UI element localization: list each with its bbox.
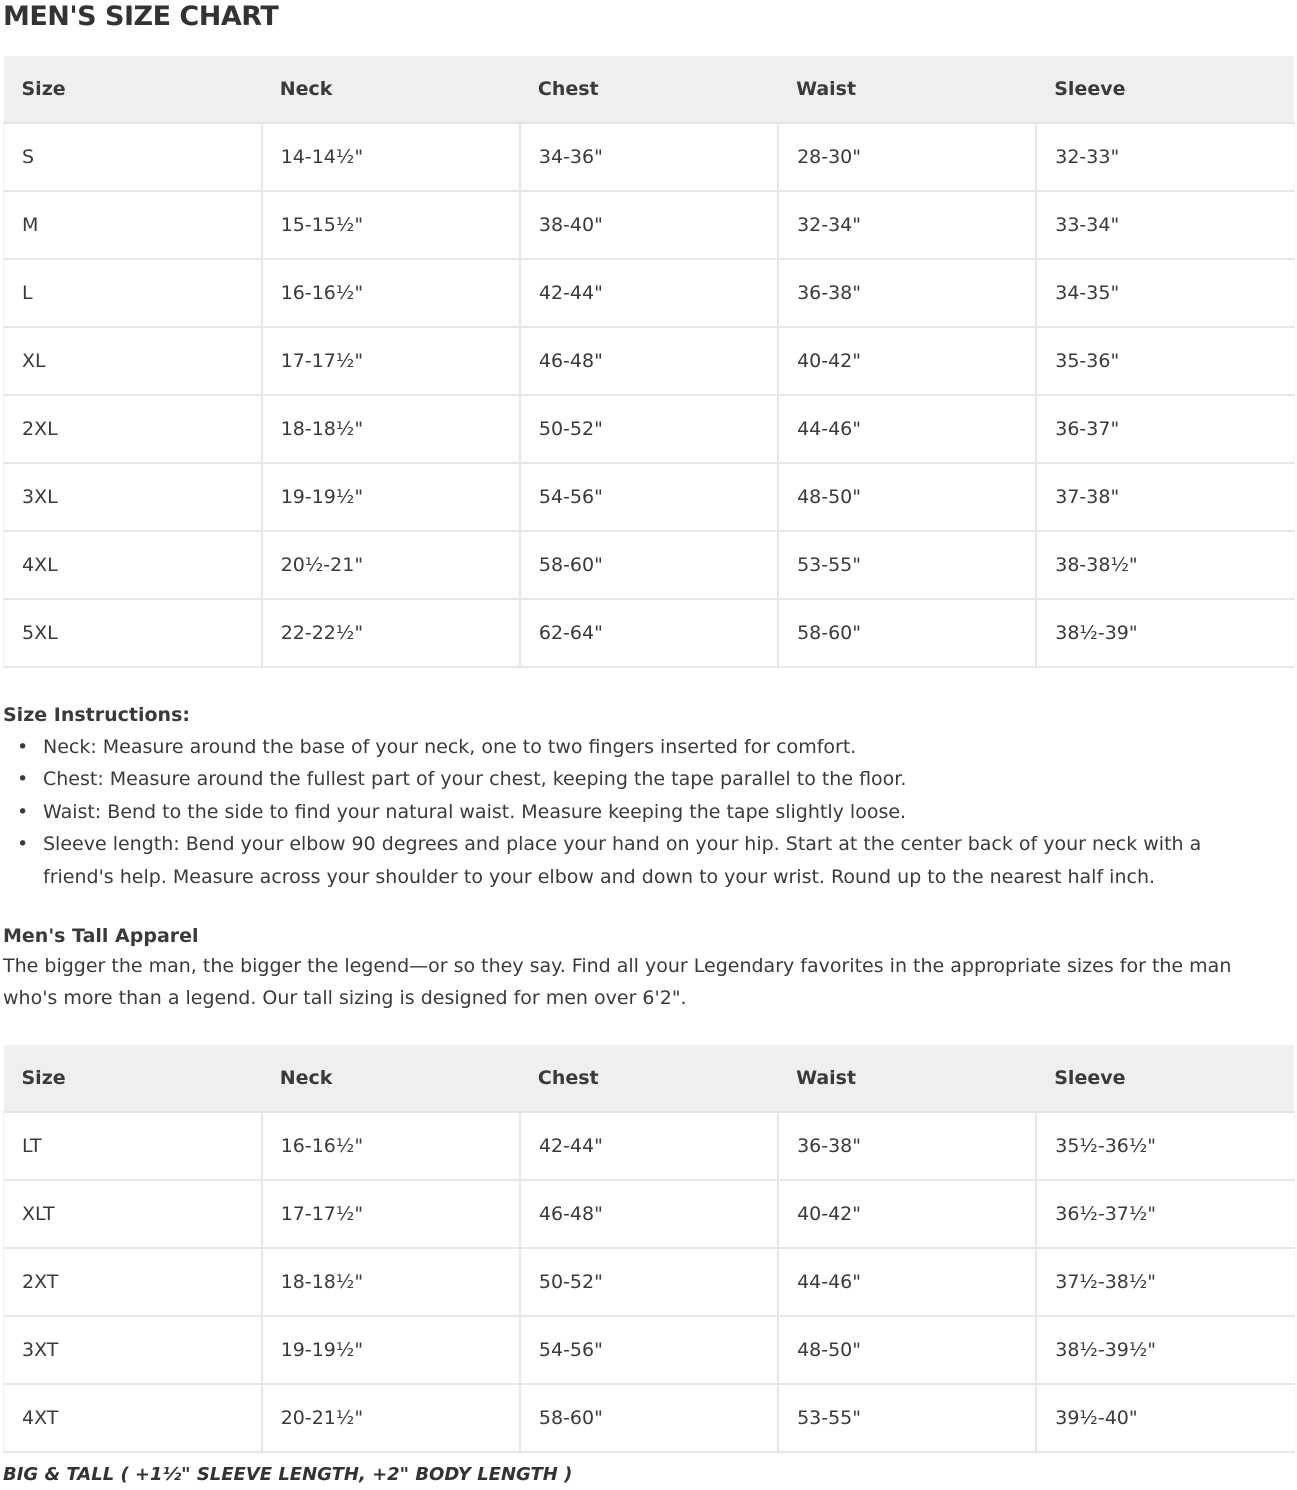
- list-item: [3, 828, 1273, 893]
- cell-size: 5XL: [4, 599, 262, 667]
- cell-sleeve: 38-38½": [1036, 531, 1294, 599]
- cell-size: LT: [4, 1112, 262, 1180]
- cell-size: 4XT: [4, 1384, 262, 1452]
- big-and-tall-note: BIG & TALL ( +1½" SLEEVE LENGTH, +2" BODY LENGTH ): [3, 1464, 573, 1485]
- table-row: [4, 191, 1295, 259]
- table-header-row: [4, 56, 1295, 123]
- header-chest: Chest: [520, 56, 778, 123]
- instruction-sleeve: Sleeve length: Bend your elbow 90 degrees and place your hand on your hip. Start at the center back of your neck with a friend's help. Measure across your shoulder to your elbow and down to your wrist. Round up to the nearest half inch.: [43, 833, 1202, 888]
- header-neck: Neck: [262, 56, 520, 123]
- table-row: [4, 1180, 1295, 1248]
- cell-sleeve: 37½-38½": [1036, 1248, 1294, 1316]
- cell-size: 3XL: [4, 463, 262, 531]
- cell-waist: 40-42": [778, 327, 1036, 395]
- cell-neck: 19-19½": [262, 463, 520, 531]
- cell-neck: 19-19½": [262, 1316, 520, 1384]
- table-row: [4, 599, 1295, 667]
- tall-description: The bigger the man, the bigger the legend—or so they say. Find all your Legendary favorites in the appropriate sizes for the man who's more than a legend. Our tall sizing is designed for men over 6'2".: [3, 955, 1232, 1010]
- cell-sleeve: 35½-36½": [1036, 1112, 1294, 1180]
- cell-chest: 46-48": [520, 327, 778, 395]
- table-row: [4, 1112, 1295, 1180]
- header-waist: Waist: [778, 56, 1036, 123]
- cell-neck: 14-14½": [262, 123, 520, 191]
- cell-neck: 17-17½": [262, 327, 520, 395]
- page-title: MEN'S SIZE CHART: [3, 1, 279, 32]
- cell-waist: 44-46": [778, 395, 1036, 463]
- cell-waist: 32-34": [778, 191, 1036, 259]
- cell-sleeve: 32-33": [1036, 123, 1294, 191]
- cell-size: XLT: [4, 1180, 262, 1248]
- cell-sleeve: 38½-39": [1036, 599, 1294, 667]
- cell-chest: 50-52": [520, 1248, 778, 1316]
- table-row: [4, 395, 1295, 463]
- cell-size: M: [4, 191, 262, 259]
- bullet-icon: •: [17, 833, 29, 856]
- table-row: [4, 531, 1295, 599]
- cell-size: L: [4, 259, 262, 327]
- bullet-icon: •: [17, 736, 29, 758]
- cell-neck: 18-18½": [262, 1248, 520, 1316]
- table-row: [4, 1248, 1295, 1316]
- mens-size-table: [3, 56, 1295, 668]
- instruction-chest: Chest: Measure around the fullest part of your chest, keeping the tape parallel to the floor.: [43, 768, 907, 791]
- cell-neck: 17-17½": [262, 1180, 520, 1248]
- cell-sleeve: 39½-40": [1036, 1384, 1294, 1452]
- instruction-waist: Waist: Bend to the side to find your natural waist. Measure keeping the tape slightly loose.: [43, 800, 907, 823]
- cell-waist: 36-38": [778, 1112, 1036, 1180]
- cell-chest: 42-44": [520, 1112, 778, 1180]
- bullet-icon: •: [17, 800, 29, 823]
- cell-waist: 48-50": [778, 1316, 1036, 1384]
- cell-size: XL: [4, 327, 262, 395]
- bullet-icon: •: [17, 768, 29, 791]
- cell-waist: 58-60": [778, 599, 1036, 667]
- cell-neck: 16-16½": [262, 259, 520, 327]
- cell-neck: 18-18½": [262, 395, 520, 463]
- cell-sleeve: 34-35": [1036, 259, 1294, 327]
- cell-waist: 48-50": [778, 463, 1036, 531]
- cell-sleeve: 38½-39½": [1036, 1316, 1294, 1384]
- cell-size: 3XT: [4, 1316, 262, 1384]
- list-item: [3, 731, 1273, 763]
- cell-waist: 53-55": [778, 1384, 1036, 1452]
- table-header-row: [4, 1045, 1295, 1112]
- cell-neck: 20-21½": [262, 1384, 520, 1452]
- table-row: [4, 1384, 1295, 1452]
- cell-chest: 54-56": [520, 1316, 778, 1384]
- header-neck: Neck: [262, 1045, 520, 1112]
- cell-neck: 22-22½": [262, 599, 520, 667]
- cell-chest: 58-60": [520, 531, 778, 599]
- cell-neck: 16-16½": [262, 1112, 520, 1180]
- cell-sleeve: 35-36": [1036, 327, 1294, 395]
- cell-chest: 50-52": [520, 395, 778, 463]
- cell-waist: 53-55": [778, 531, 1036, 599]
- list-item: [3, 796, 1273, 828]
- header-sleeve: Sleeve: [1036, 1045, 1294, 1112]
- cell-waist: 36-38": [778, 259, 1036, 327]
- tall-size-table: [3, 1045, 1295, 1453]
- header-waist: Waist: [778, 1045, 1036, 1112]
- table-row: [4, 123, 1295, 191]
- cell-size: 2XL: [4, 395, 262, 463]
- cell-size: S: [4, 123, 262, 191]
- list-item: [3, 763, 1273, 795]
- cell-neck: 15-15½": [262, 191, 520, 259]
- cell-sleeve: 33-34": [1036, 191, 1294, 259]
- table-row: [4, 259, 1295, 327]
- instruction-neck: Neck: Measure around the base of your neck, one to two fingers inserted for comfort.: [43, 736, 857, 758]
- tall-heading: Men's Tall Apparel: [3, 925, 199, 947]
- instructions-heading: Size Instructions:: [3, 704, 190, 726]
- table-row: [4, 463, 1295, 531]
- cell-waist: 28-30": [778, 123, 1036, 191]
- cell-sleeve: 37-38": [1036, 463, 1294, 531]
- table-row: [4, 327, 1295, 395]
- header-size: Size: [4, 56, 262, 123]
- instructions-list: [3, 731, 1273, 893]
- cell-size: 2XT: [4, 1248, 262, 1316]
- cell-chest: 54-56": [520, 463, 778, 531]
- cell-neck: 20½-21": [262, 531, 520, 599]
- size-instructions: [3, 701, 1273, 893]
- cell-sleeve: 36-37": [1036, 395, 1294, 463]
- cell-chest: 58-60": [520, 1384, 778, 1452]
- table-row: [4, 1316, 1295, 1384]
- cell-waist: 40-42": [778, 1180, 1036, 1248]
- cell-chest: 38-40": [520, 191, 778, 259]
- cell-sleeve: 36½-37½": [1036, 1180, 1294, 1248]
- cell-waist: 44-46": [778, 1248, 1036, 1316]
- cell-chest: 62-64": [520, 599, 778, 667]
- tall-apparel-section: [3, 922, 1273, 1015]
- cell-chest: 46-48": [520, 1180, 778, 1248]
- header-chest: Chest: [520, 1045, 778, 1112]
- header-sleeve: Sleeve: [1036, 56, 1294, 123]
- cell-size: 4XL: [4, 531, 262, 599]
- header-size: Size: [4, 1045, 262, 1112]
- cell-chest: 42-44": [520, 259, 778, 327]
- cell-chest: 34-36": [520, 123, 778, 191]
